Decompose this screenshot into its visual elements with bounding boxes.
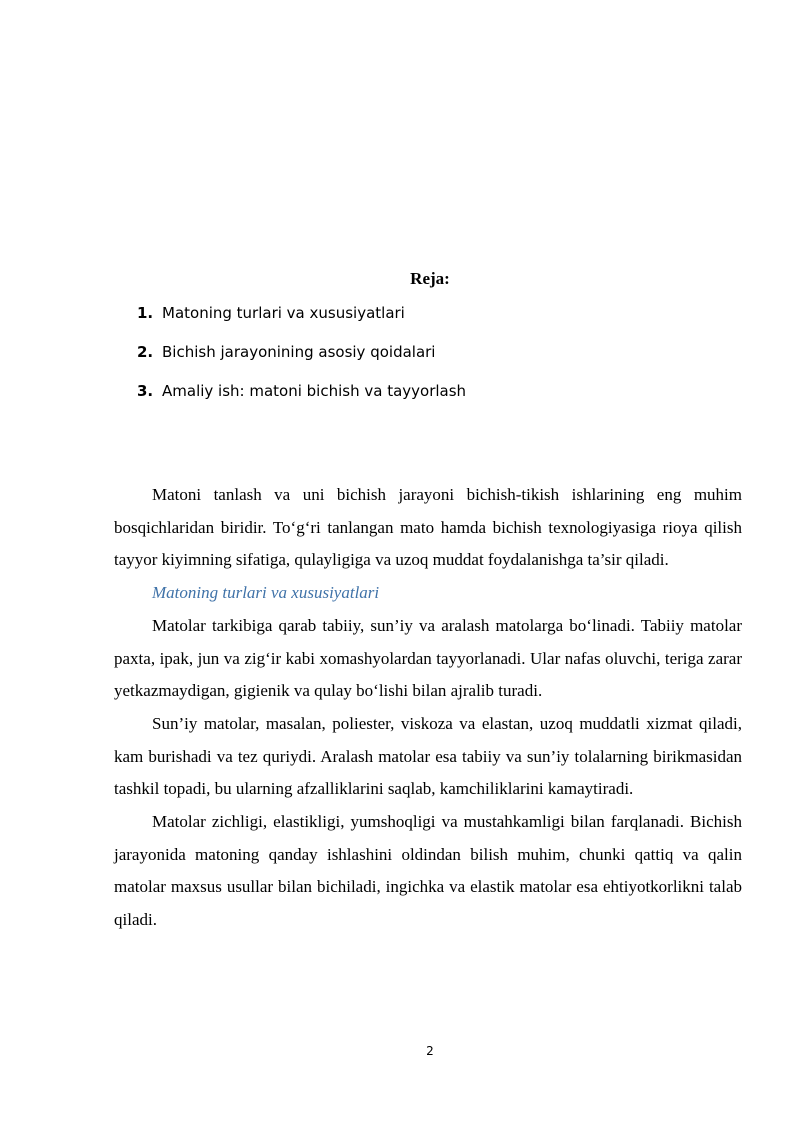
- page-number: 2: [426, 1044, 434, 1058]
- section-paragraph: Matolar tarkibiga qarab tabiiy, sun’iy va aralash matolarga bo‘linadi. Tabiiy matolar paxta, ipak, jun va zig‘ir kabi xomashyolardan tayyorlanadi. Ular nafas oluvchi, teriga zarar yetkazmaydigan, gigienik va qulay bo‘lishi bilan ajralib turadi.: [114, 615, 742, 701]
- intro-paragraph: Matoni tanlash va uni bichish jarayoni bichish-tikish ishlarining eng muhim bosqichlaridan biridir. To‘g‘ri tanlangan mato hamda bichish texnologiyasiga rioya qilish tayyor kiyimning sifatiga, qulayligiga va uzoq muddat foydalanishga ta’sir qiladi.: [114, 485, 742, 570]
- plan-title: Reja:: [410, 269, 450, 288]
- plan-item: [137, 378, 466, 417]
- section-paragraph: Sun’iy matolar, masalan, poliester, viskoza va elastan, uzoq muddatli xizmat qiladi, kam burishadi va tez quriydi. Aralash matolar esa tabiiy va sun’iy tolalarning birikmasidan tashkil topadi, bu ularning afzalliklarini saqlab, kamchiliklarini kamaytiradi.: [114, 713, 742, 799]
- plan-item-number: 1.: [137, 304, 154, 322]
- body-text: [114, 479, 742, 937]
- plan-item-number: 2.: [137, 343, 154, 361]
- plan-item-text: Amaliy ish: matoni bichish va tayyorlash: [162, 382, 467, 400]
- plan-item: [137, 339, 466, 378]
- section-heading: Matoning turlari va xususiyatlari: [152, 583, 380, 603]
- plan-item-number: 3.: [137, 382, 154, 400]
- plan-item-text: Bichish jarayonining asosiy qoidalari: [162, 343, 436, 361]
- section-paragraph: Matolar zichligi, elastikligi, yumshoqligi va mustahkamligi bilan farqlanadi. Bichish jarayonida matoning qanday ishlashini oldindan bilish muhim, chunki qattiq va qalin matolar maxsus usullar bilan bichiladi, ingichka va elastik matolar esa ehtiyotkorlikni talab qiladi.: [114, 812, 742, 930]
- plan-item-text: Matoning turlari va xususiyatlari: [162, 304, 405, 322]
- plan-list: [137, 300, 466, 417]
- plan-item: [137, 300, 466, 339]
